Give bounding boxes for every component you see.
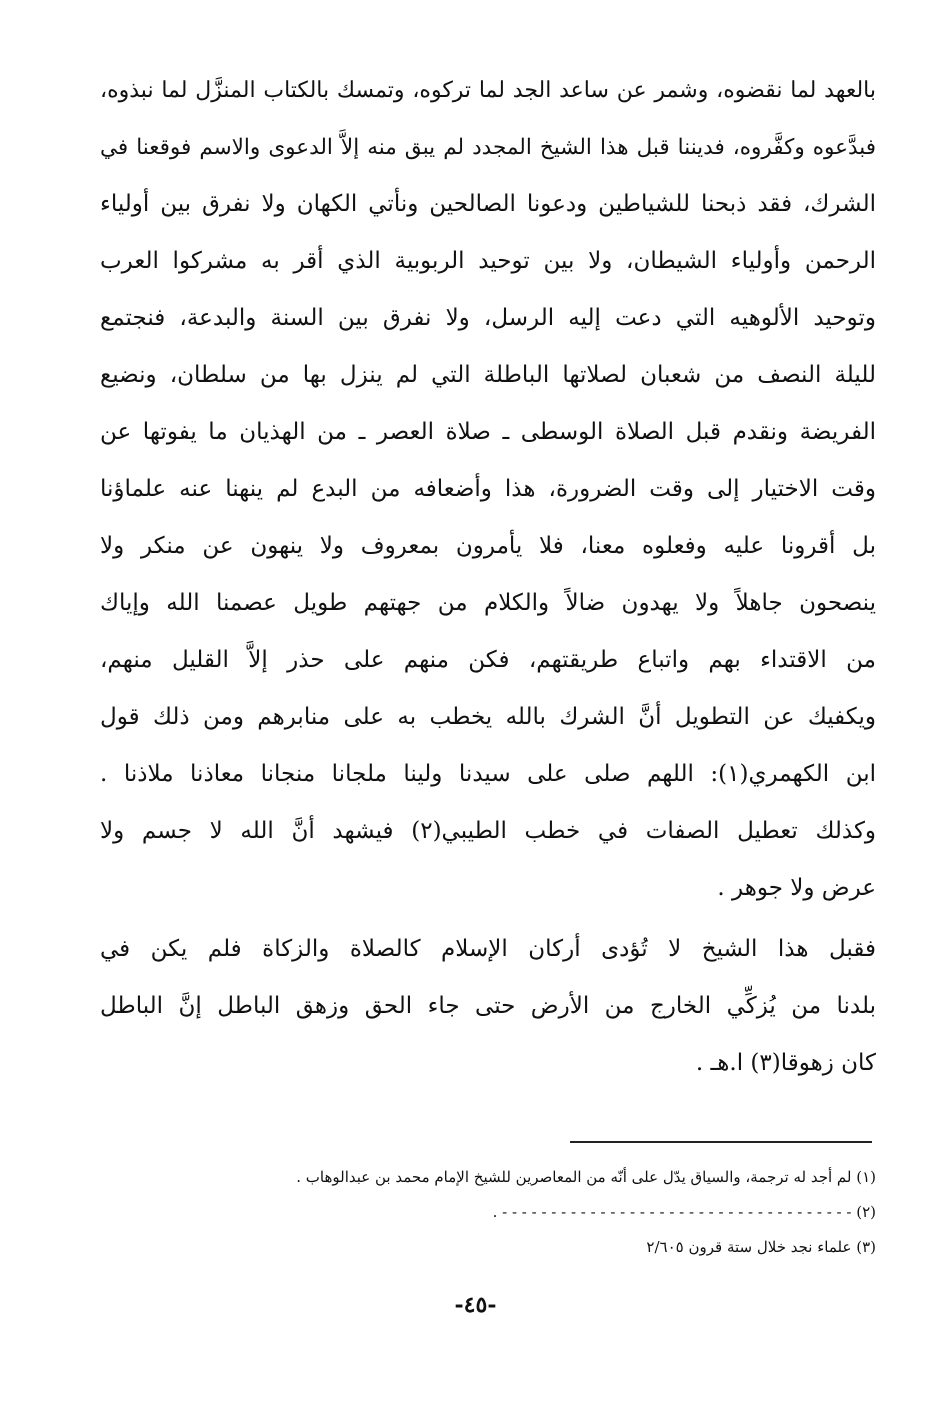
main-text (100, 62, 876, 1092)
text-line: بالعهد لما نقضوه، وشمر عن ساعد الجد لما تركوه، وتمسك بالكتاب المنزَّل لما نبذوه، (100, 78, 876, 103)
footnote: (٣) علماء نجد خلال ستة قرون ٢/٦٠٥ (646, 1238, 876, 1256)
footnotes (100, 1160, 876, 1265)
text-line: من الاقتداء بهم واتباع طريقتهم، فكن منهم على حذر إلاَّ القليل منهم، (100, 647, 876, 673)
text-line: لليلة النصف من شعبان لصلاتها الباطلة التي لم ينزل بها من سلطان، ونضيع (100, 362, 876, 388)
text-line: وكذلك تعطيل الصفات في خطب الطيبي(٢) فيشهد أنَّ الله لا جسم ولا (100, 818, 877, 844)
text-line: بلدنا من يُزكِّي الخارج من الأرض حتى جاء الحق وزهق الباطل إنَّ الباطل (100, 993, 876, 1019)
text-line: ينصحون جاهلاً ولا يهدون ضالاً والكلام من جهتهم طويل عصمنا الله وإياك (100, 590, 876, 616)
text-line: الشرك، فقد ذبحنا للشياطين ودعونا الصالحين ونأتي الكهان ولا نفرق بين أولياء (100, 191, 876, 217)
text-line: وقت الاختيار إلى وقت الضرورة، هذا وأضعافه من البدع لم ينهنا عنه علماؤنا (100, 476, 876, 502)
text-line: الفريضة ونقدم قبل الصلاة الوسطى ـ صلاة العصر ـ من الهذيان ما يفوتها عن (100, 419, 876, 445)
text-line: ويكفيك عن التطويل أنَّ الشرك بالله يخطب به على منابرهم ومن ذلك قول (100, 704, 876, 730)
footnote: (١) لم أجد له ترجمة، والسياق يدّل على أنّه من المعاصرين للشيخ الإمام محمد بن عبدالوهاب . (296, 1168, 876, 1186)
text-line: بل أقرونا عليه وفعلوه معنا، فلا يأمرون بمعروف ولا ينهون عن منكر ولا (100, 533, 876, 559)
page-number: -٤٥- (454, 1292, 497, 1318)
text-line: فقبل هذا الشيخ لا تُؤدى أركان الإسلام كالصلاة والزكاة فلم يكن في (100, 936, 876, 962)
text-line: الرحمن وأولياء الشيطان، ولا بين توحيد الربوبية الذي أقر به مشركوا العرب (100, 248, 876, 274)
text-line: عرض ولا جوهر . (717, 875, 876, 901)
text-line: فبدَّعوه وكفَّروه، فديننا قبل هذا الشيخ المجدد لم يبق منه إلاَّ الدعوى والاسم فوقعنا في (100, 135, 876, 160)
footnote-separator (570, 1141, 872, 1143)
footnote: (٢) - - - - - - - - - - - - - - - - - - - - - - - - - - - - - - - - - - - - . (492, 1203, 876, 1221)
text-line: ابن الكهمري(١): اللهم صلى على سيدنا ولينا ملجانا منجانا معاذنا ملاذنا . (100, 761, 876, 787)
text-line: وتوحيد الألوهيه التي دعت إليه الرسل، ولا نفرق بين السنة والبدعة، فنجتمع (100, 305, 876, 331)
text-line: كان زهوقا(٣) ا.هـ . (695, 1050, 876, 1076)
